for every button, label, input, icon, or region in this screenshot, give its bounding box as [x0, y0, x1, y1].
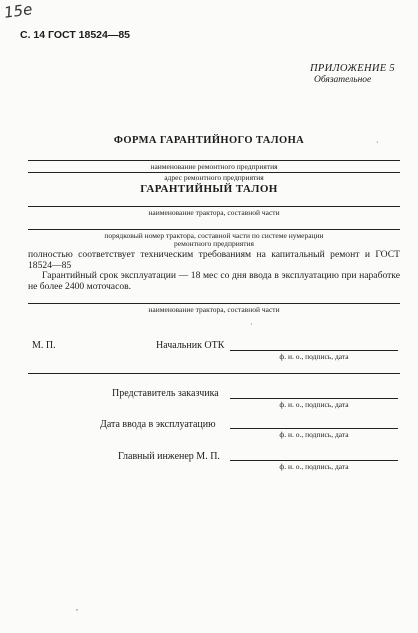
- appendix-status: Обязательное: [314, 75, 372, 85]
- signature-line-otk: [230, 350, 398, 351]
- caption-tractor-part-2: наименование трактора, составной части: [148, 305, 280, 314]
- page-header: С. 14 ГОСТ 18524—85: [20, 29, 131, 41]
- signature-line-customer: [230, 398, 398, 399]
- stamp-label: М. П.: [32, 340, 56, 351]
- signature-caption-customer: ф. и. о., подпись, дата: [279, 400, 349, 409]
- rule-tractor-part-2: [28, 303, 400, 304]
- signature-caption-commission: ф. и. о., подпись, дата: [279, 430, 349, 439]
- speck: ,: [76, 603, 78, 612]
- form-title: ФОРМА ГАРАНТИЙНОГО ТАЛОНА: [113, 135, 305, 146]
- otk-head-label: Начальник ОТК: [156, 340, 225, 351]
- coupon-title: ГАРАНТИЙНЫЙ ТАЛОН: [140, 183, 278, 195]
- signature-caption-otk: ф. и. о., подпись, дата: [279, 352, 349, 361]
- appendix-label: ПРИЛОЖЕНИЕ 5: [310, 63, 395, 74]
- handwritten-page-mark: 15e: [2, 0, 34, 22]
- compliance-paragraph: полностью соответствует техническим требованиям на капитальный ремонт и ГОСТ 18524—85: [28, 249, 400, 271]
- rule-serial-number: [28, 229, 400, 230]
- signature-line-commission: [230, 428, 398, 429]
- caption-tractor-part: наименование трактора, составной части: [148, 208, 280, 217]
- caption-serial-number-line2: ремонтного предприятия: [174, 239, 254, 248]
- customer-rep-label: Представитель заказчика: [112, 388, 219, 399]
- chief-engineer-label: Главный инженер М. П.: [118, 451, 220, 462]
- signature-caption-chief-engineer: ф. и. о., подпись, дата: [279, 462, 349, 471]
- rule-separator: [28, 373, 400, 374]
- caption-serial-number-line1: порядковый номер трактора, составной части по системе нумерации: [104, 231, 324, 240]
- rule-enterprise-name: [28, 160, 400, 161]
- speck: ·: [376, 138, 379, 147]
- commission-date-label: Дата ввода в эксплуатацию: [100, 419, 216, 430]
- caption-enterprise-name: наименование ремонтного предприятия: [150, 162, 278, 171]
- caption-enterprise-address: адрес ремонтного предприятия: [164, 173, 264, 182]
- signature-line-chief-engineer: [230, 460, 398, 461]
- speck: ·: [250, 320, 253, 329]
- warranty-paragraph: Гарантийный срок эксплуатации — 18 мес со дня ввода в эксплуатацию при наработке не более 2400 моточасов.: [28, 270, 400, 292]
- rule-tractor-part: [28, 206, 400, 207]
